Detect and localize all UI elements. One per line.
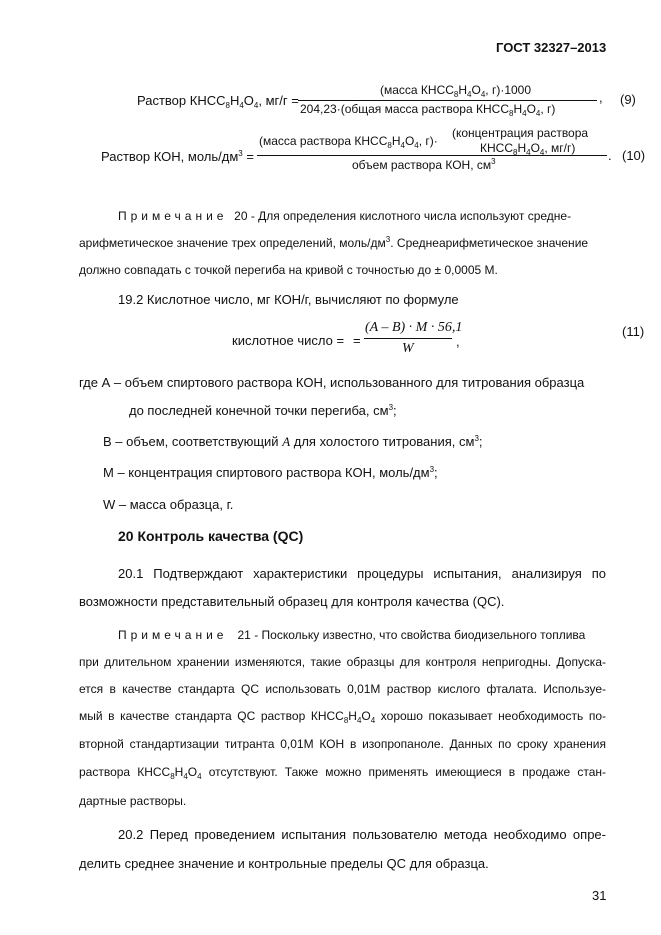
formula-9-lhs: Раствор $КНСC_8H_4О_4$, мг/г = — [137, 93, 299, 110]
formula-11-punct: , — [456, 334, 460, 349]
note-21-line-3: ется в качестве стандарта QC использовать 0,01М раствор кислого фталата. Используе- — [79, 682, 606, 696]
paragraph-20-1-line-1: 20.1 Подтверждают характеристики процедуры испытания, анализируя по — [118, 566, 606, 581]
note-21-line-7: дартные растворы. — [79, 794, 187, 808]
formula-11-number: (11) — [622, 324, 645, 339]
formula-9-fraction-bar — [298, 100, 597, 101]
formula-11-denominator: W — [402, 341, 414, 356]
where-m: М – концентрация спиртового раствора КОН, моль/$дм^3$; — [103, 465, 438, 480]
document-header: ГОСТ 32327–2013 — [496, 40, 607, 55]
formula-10-numerator-b: (концентрация раствора — [452, 126, 589, 140]
note-21-line-5: вторной стандартизации титранта 0,01М КОН в изопропаноле. Данных по сроку хранения — [79, 737, 606, 751]
formula-9-number: (9) — [620, 92, 636, 107]
formula-11-eq: = — [353, 333, 361, 348]
formula-9-denominator: 204,23·(общая масса раствора $КНСC_8H_4O_4$, г) — [300, 102, 556, 118]
paragraph-20-1-line-2: возможности представительный образец для контроля качества (QC). — [79, 594, 505, 609]
note-21-line-2: при длительном хранении изменяются, такие образцы для контроля непригодны. Допуска- — [79, 655, 606, 669]
note-20-line-1: Примечание 20 - Для определения кислотного числа используют средне- — [118, 209, 572, 223]
formula-11-numerator: (A – B) · M · 56,1 — [365, 320, 463, 335]
formula-11-fraction-bar — [364, 338, 452, 339]
formula-10-fraction-bar — [257, 155, 607, 156]
section-20-heading: 20 Контроль качества (QC) — [118, 528, 304, 544]
formula-10-punct: . — [608, 148, 612, 163]
where-a-line-2: до последней конечной точки перегиба, $см^3$; — [129, 403, 397, 418]
formula-10-denominator: объем раствора КОН, $см^3$ — [352, 157, 496, 172]
formula-11-lhs: кислотное число = — [232, 333, 345, 348]
note-20-line-3: должно совпадать с точкой перегиба на кривой с точностью до ± 0,0005 М. — [79, 263, 498, 277]
formula-10-numerator-a: (масса раствора $КНСC_8H_4O_4$, г)· — [259, 134, 438, 150]
formula-10-lhs: Раствор КОН, моль/$дм^3$ = — [101, 149, 254, 164]
note-21-line-1: Примечание 21 - Поскольку известно, что свойства биодизельного топлива — [118, 628, 586, 642]
note-20-line-2: арифметическое значение трех определений, моль/$дм^3$. Среднеарифметическое значение — [79, 235, 589, 250]
formula-10-number: (10) — [622, 148, 646, 163]
paragraph-20-2-line-1: 20.2 Перед проведением испытания пользователю метода необходимо опре- — [118, 827, 606, 842]
formula-9-numerator: (масса $КНСC_8H_4O_4$, г)·1000 — [380, 83, 532, 99]
where-a-line-1: где А – объем спиртового раствора КОН, использованного для титрования образца — [79, 375, 585, 390]
paragraph-20-2-line-2: делить среднее значение и контрольные пределы QC для образца. — [79, 856, 489, 871]
paragraph-19-2: 19.2 Кислотное число, мг КОН/г, вычисляют по формуле — [118, 292, 459, 307]
note-21-line-6: раствора $КНСC_8H_4O_4$ отсутствуют. Также можно применять имеющиеся в продаже стан- — [79, 765, 606, 781]
note-21-line-4: мый в качестве стандарта QC раствор $КНСC_8H_4O_4$ хорошо показывает необходимость по- — [79, 709, 606, 725]
formula-9-punct: , — [599, 90, 603, 105]
formula-10-numerator-c: $КНСC_8H_4O_4$, мг/г) — [480, 141, 576, 157]
where-b: В – объем, соответствующий А для холостого титрования, $см^3$; — [103, 434, 483, 449]
page-number: 31 — [592, 888, 607, 903]
where-w: W – масса образца, г. — [103, 497, 234, 512]
